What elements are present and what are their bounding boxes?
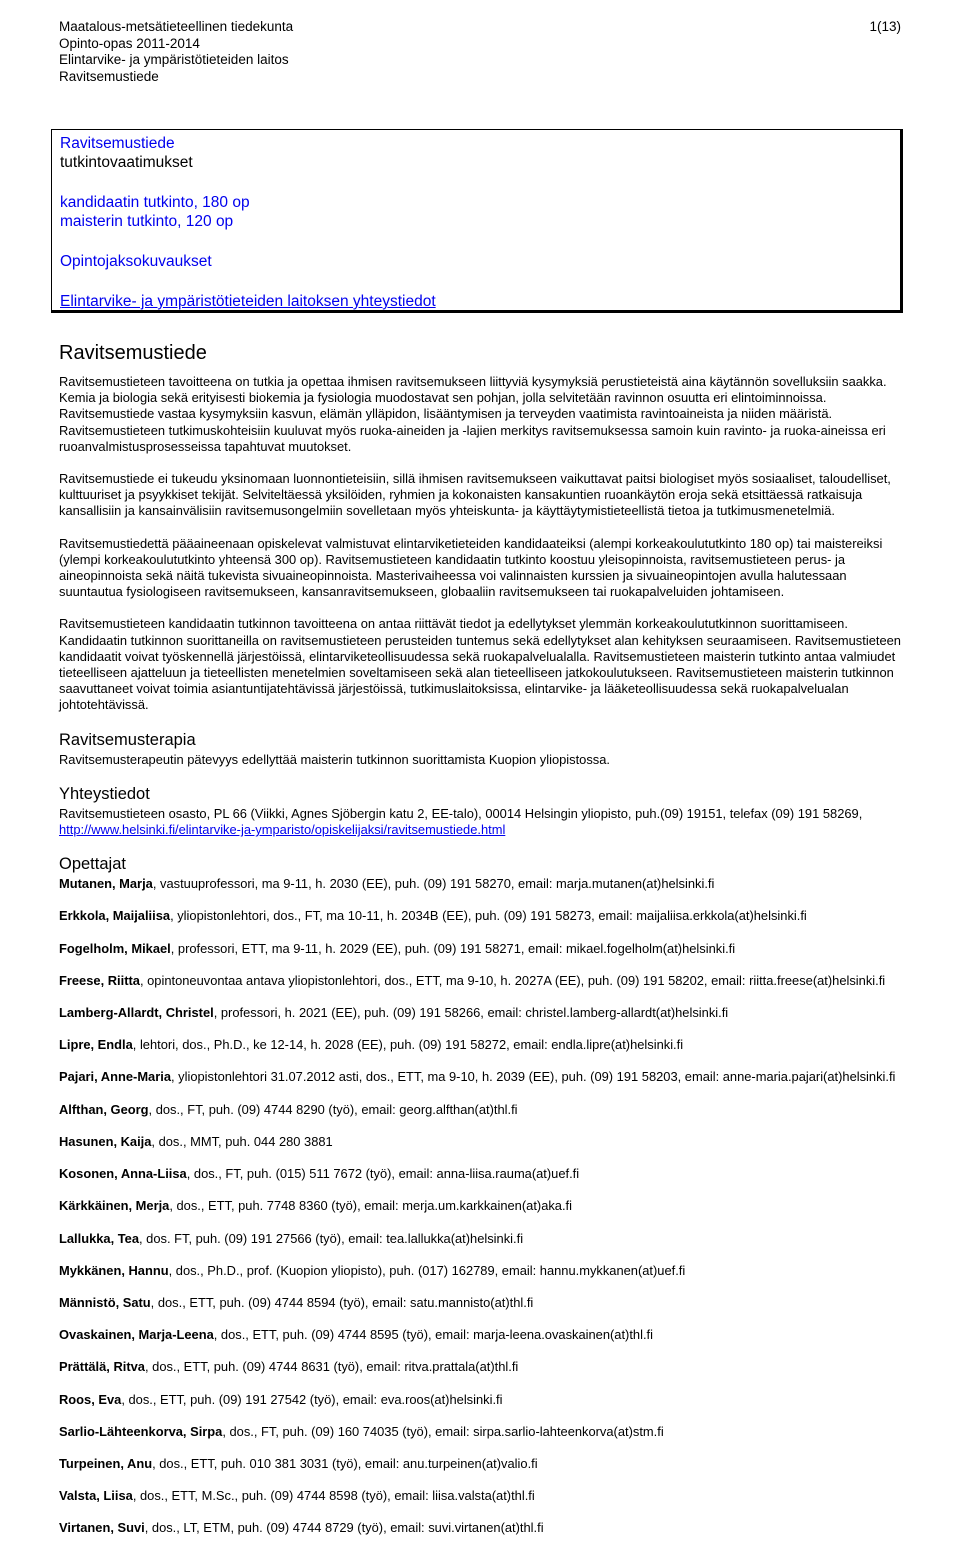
teacher-name: Lipre, Endla — [59, 1037, 133, 1053]
department-name: Elintarvike- ja ympäristötieteiden laitos — [59, 52, 289, 68]
teacher-row — [59, 1488, 904, 1504]
teacher-row — [59, 1263, 904, 1279]
teacher-info: , dos., Ph.D., prof. (Kuopion yliopisto), puh. (017) 162789, email: hannu.mykkanen(at)uef.fi — [168, 1262, 686, 1278]
teacher-info: , professori, ETT, ma 9-11, h. 2029 (EE), puh. (09) 191 58271, email: mikael.fogelholm(at)helsinki.fi — [170, 940, 736, 956]
teacher-row — [59, 876, 904, 892]
contacts-text — [59, 806, 904, 838]
teacher-name: Männistö, Satu — [59, 1294, 151, 1310]
toc-link-contacts[interactable]: Elintarvike- ja ympäristötieteiden laitoksen yhteystiedot — [60, 293, 436, 310]
teacher-name: Turpeinen, Anu — [59, 1455, 153, 1471]
faculty-name: Maatalous-metsätieteellinen tiedekunta — [59, 19, 294, 34]
teachers-heading: Opettajat — [59, 855, 126, 874]
subject-name: Ravitsemustiede — [59, 68, 159, 84]
toc-link-courses[interactable]: Opintojaksokuvaukset — [60, 253, 212, 270]
contacts-heading: Yhteystiedot — [59, 784, 150, 803]
teacher-row — [59, 1359, 904, 1375]
teacher-name: Erkkola, Maijaliisa — [59, 908, 171, 924]
teacher-name: Mutanen, Marja — [59, 876, 153, 892]
teacher-name: Virtanen, Suvi — [59, 1520, 145, 1536]
teacher-name: Mykkänen, Hannu — [59, 1262, 169, 1278]
paragraph-goal: Ravitsemustieteen tavoitteena on tutkia ja opettaa ihmisen ravitsemukseen liittyviä kysymyksiä perustieteistä aina käytännön sovelluksiin saakka. Kemia ja biologia sekä erityisesti biokemia ja fysiologia muodostavat sen pohjan, jolla selvitetään ravinnon osuutta eri elintoiminnoissa. Ravitsemustiede vastaa kysymyksiin kasvun, elämän ylläpidon, lisääntymisen ja terveyden vaatimista ravintoaineista ja niiden määristä. Ravitsemustieteen tutkimuskohteisiin kuuluvat myös ruoka-aineiden ja -lajien merkitys ravitsemuksessa samoin kuin ravinto- ja ruoka-aineissa eri ruoanvalmistusprosesseissa tapahtuvat muutokset. — [59, 374, 887, 454]
toc-link-bachelor[interactable]: kandidaatin tutkinto, 180 op — [60, 194, 250, 211]
main-content — [59, 340, 904, 1553]
teacher-name: Ovaskainen, Marja-Leena — [59, 1327, 214, 1343]
teacher-name: Prättälä, Ritva — [59, 1359, 145, 1375]
toc-link-title[interactable]: Ravitsemustiede — [60, 135, 175, 152]
teacher-row — [59, 1134, 904, 1150]
teacher-info: , vastuuprofessori, ma 9-11, h. 2030 (EE), puh. (09) 191 58270, email: marja.mutanen(at)helsinki.fi — [152, 876, 715, 892]
teacher-row — [59, 1520, 904, 1536]
teacher-name: Kärkkäinen, Merja — [59, 1198, 170, 1214]
teachers-list — [59, 876, 904, 1536]
teacher-info: , dos., ETT, M.Sc., puh. (09) 4744 8598 (työ), email: liisa.valsta(at)thl.fi — [132, 1488, 535, 1504]
teacher-info: , dos., ETT, puh. (09) 4744 8595 (työ), email: marja-leena.ovaskainen(at)thl.fi — [213, 1327, 653, 1343]
teacher-info: , lehtori, dos., Ph.D., ke 12-14, h. 2028 (EE), puh. (09) 191 58272, email: endla.lipre(at)helsinki.fi — [132, 1037, 684, 1053]
teacher-name: Alfthan, Georg — [59, 1101, 149, 1117]
teacher-row — [59, 1295, 904, 1311]
teacher-info: , yliopistonlehtori 31.07.2012 asti, dos., ETT, ma 9-10, h. 2039 (EE), puh. (09) 191 58203, email: anne-maria.pajari(at)helsinki.fi — [171, 1069, 896, 1085]
teacher-info: , dos., ETT, puh. (09) 191 27542 (työ), email: eva.roos(at)helsinki.fi — [121, 1391, 503, 1407]
teacher-name: Pajari, Anne-Maria — [59, 1069, 171, 1085]
teacher-row — [59, 1424, 904, 1440]
teacher-row — [59, 1069, 904, 1085]
teacher-name: Roos, Eva — [59, 1391, 122, 1407]
teacher-row — [59, 1037, 904, 1053]
teacher-info: , dos., FT, puh. (09) 160 74035 (työ), email: sirpa.sarlio-lahteenkorva(at)stm.fi — [222, 1423, 664, 1439]
teacher-name: Fogelholm, Mikael — [59, 940, 171, 956]
toc-box — [51, 129, 903, 313]
contacts-url-link[interactable]: http://www.helsinki.fi/elintarvike-ja-ymparisto/opiskelijaksi/ravitsemustiede.html — [59, 822, 506, 838]
teacher-name: Sarlio-Lähteenkorva, Sirpa — [59, 1423, 223, 1439]
teacher-info: , yliopistonlehtori, dos., FT, ma 10-11, h. 2034B (EE), puh. (09) 191 58273, email: maijaliisa.erkkola(at)helsinki.fi — [170, 908, 807, 924]
page-number: 1(13) — [869, 19, 901, 34]
paragraph-careers: Ravitsemustieteen kandidaatin tutkinnon tavoitteena on antaa riittävät tiedot ja edellytykset ylemmän korkeakoulututkinnon suorittamiseen. Kandidaatin tutkinnon suorittaneilla on ravitsemustieteen perusteiden tuntemus sekä edellytykset alan kehityksen seuraamiseen. Ravitsemustieteen kandidaatit voivat työskennellä järjestöissä, elintarviketeollisuudessa sekä ruokapalvelualalla. Ravitsemustieteen maisterin tutkinto antaa valmiudet tieteelliseen ajatteluun ja tieteellisten menetelmien soveltamiseen sekä alan tieteelliseen jatkokoulutukseen. Ravitsemustieteen maisterin tutkinnon saavuttaneet voivat toimia asiantuntijatehtävissä järjestöissä, tutkimuslaitoksissa, elintarvike- ja lääketeollisuudessa sekä ruokapalvelualan johtotehtävissä. — [59, 616, 901, 713]
teacher-info: , dos., MMT, puh. 044 280 3881 — [151, 1133, 333, 1149]
teacher-row — [59, 1392, 904, 1408]
teacher-name: Lallukka, Tea — [59, 1230, 140, 1246]
contacts-address: Ravitsemustieteen osasto, PL 66 (Viikki, Agnes Sjöbergin katu 2, EE-talo), 00014 Helsingin yliopisto, puh.(09) 19151, telefax (09) 191 58269, — [59, 805, 863, 821]
teacher-info: , dos. FT, puh. (09) 191 27566 (työ), email: tea.lallukka(at)helsinki.fi — [139, 1230, 524, 1246]
page-title: Ravitsemustiede — [59, 342, 207, 364]
teacher-name: Valsta, Liisa — [59, 1488, 133, 1504]
toc-link-requirements[interactable]: tutkintovaatimukset — [60, 154, 193, 171]
teacher-info: , dos., FT, puh. (09) 4744 8290 (työ), email: georg.alfthan(at)thl.fi — [148, 1101, 518, 1117]
teacher-row — [59, 1198, 904, 1214]
teacher-row — [59, 1166, 904, 1182]
teacher-info: , dos., ETT, puh. 7748 8360 (työ), email: merja.um.karkkainen(at)aka.fi — [169, 1198, 572, 1214]
teacher-name: Freese, Riitta — [59, 972, 140, 988]
teacher-row — [59, 941, 904, 957]
therapy-text: Ravitsemusterapeutin pätevyys edellyttää maisterin tutkinnon suorittamista Kuopion yliopistossa. — [59, 751, 610, 767]
teacher-name: Hasunen, Kaija — [59, 1133, 152, 1149]
page-header — [59, 19, 901, 85]
teacher-name: Lamberg-Allardt, Christel — [59, 1005, 214, 1021]
paragraph-degrees: Ravitsemustiedettä pääaineenaan opiskelevat valmistuvat elintarviketieteiden kandidaateiksi (alempi korkeakoulututkinto 180 op) tai maistereiksi (ylempi korkeakoulututkinto yhteensä 300 op). Ravitsemustieteen kandidaatin tutkinto koostuu yleisopinnoista, ravitsemustieteen perus- ja aineopinnoista sekä näitä tukevista sivuaineopinnoista. Masterivaiheessa voi valinnaisten kurssien ja sivuaineopintojen avulla halutessaan suuntautua fysiologiseen ravitsemukseen, kansanravitsemukseen, globaaliin ravitsemukseen tai ruokapalveluiden johtamiseen. — [59, 535, 883, 600]
teacher-info: , dos., ETT, puh. (09) 4744 8631 (työ), email: ritva.prattala(at)thl.fi — [144, 1359, 519, 1375]
teacher-row — [59, 1327, 904, 1343]
teacher-info: , opintoneuvontaa antava yliopistonlehtori, dos., ETT, ma 9-10, h. 2027A (EE), puh. (09) 191 58202, email: riitta.freese(at)helsinki.fi — [139, 972, 886, 988]
toc-link-master[interactable]: maisterin tutkinto, 120 op — [60, 213, 234, 230]
teacher-name: Kosonen, Anna-Liisa — [59, 1166, 187, 1182]
teacher-info: , dos., FT, puh. (015) 511 7672 (työ), email: anna-liisa.rauma(at)uef.fi — [186, 1166, 580, 1182]
guide-name: Opinto-opas 2011-2014 — [59, 35, 200, 51]
therapy-heading: Ravitsemusterapia — [59, 730, 196, 749]
teacher-info: , professori, h. 2021 (EE), puh. (09) 191 58266, email: christel.lamberg-allardt(at)helsinki.fi — [213, 1005, 729, 1021]
teacher-info: , dos., ETT, puh. 010 381 3031 (työ), email: anu.turpeinen(at)valio.fi — [152, 1455, 538, 1471]
teacher-row — [59, 1102, 904, 1118]
teacher-row — [59, 1005, 904, 1021]
teacher-row — [59, 1231, 904, 1247]
teacher-row — [59, 973, 904, 989]
teacher-info: , dos., LT, ETM, puh. (09) 4744 8729 (työ), email: suvi.virtanen(at)thl.fi — [144, 1520, 544, 1536]
teacher-info: , dos., ETT, puh. (09) 4744 8594 (työ), email: satu.mannisto(at)thl.fi — [150, 1294, 534, 1310]
teacher-row — [59, 1456, 904, 1472]
teacher-row — [59, 908, 904, 924]
paragraph-scope: Ravitsemustiede ei tukeudu yksinomaan luonnontieteisiin, sillä ihmisen ravitsemukseen vaikuttavat paitsi biologiset myös sosiaaliset, taloudelliset, kulttuuriset ja psyykkiset tekijät. Selviteltäessä yksilöiden, ryhmien ja kokonaisten kansakuntien ruoankäytön eroja sekä etsittäessä ratkaisuja kansallisiin ja kansainvälisiin ravitsemusongelmiin sovelletaan myös yhteiskunta- ja käyttäytymistieteellistä tietoa ja tutkimusmenetelmiä. — [59, 471, 891, 519]
